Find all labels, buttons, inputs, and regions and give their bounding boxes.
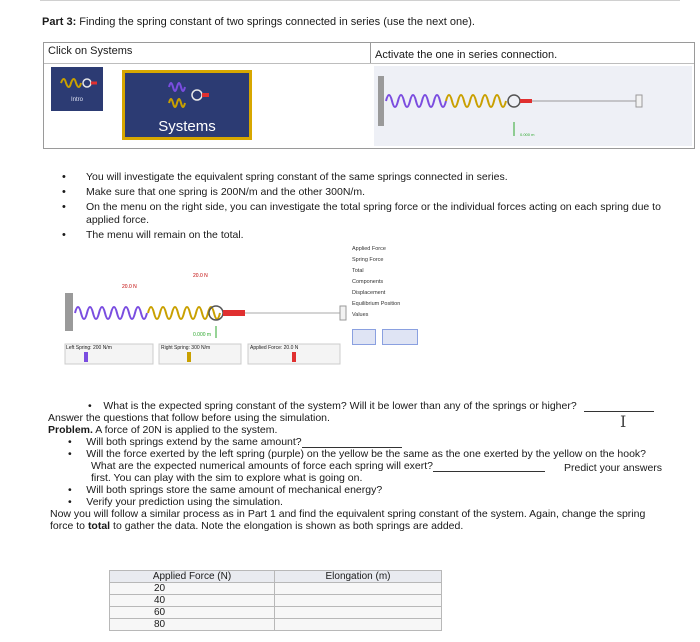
series-sim-preview[interactable]	[374, 66, 692, 146]
series-spring-view-icon[interactable]	[382, 329, 418, 345]
question-5-text: Verify your prediction using the simulation.	[86, 496, 283, 508]
question-3	[68, 448, 646, 460]
panel-divider	[370, 43, 371, 63]
click-on-systems-label: Click on Systems	[48, 45, 133, 57]
right-spring-slider-label[interactable]	[161, 345, 210, 351]
applied-force-slider-label[interactable]	[250, 345, 298, 351]
left-spring-value: 200 N/m	[92, 345, 112, 351]
top-rule	[40, 0, 680, 1]
left-spring-slider-label[interactable]	[66, 345, 112, 351]
bullet-dot: •	[68, 436, 72, 448]
instruction-item: • Make sure that one spring is 200N/m and the other 300N/m.	[62, 186, 687, 199]
intro-screen-button[interactable]	[51, 67, 103, 111]
question-4-text: Will both springs store the same amount of mechanical energy?	[86, 484, 383, 496]
series-spring-diagram	[374, 66, 692, 146]
panel-header	[44, 43, 694, 64]
control-applied-force[interactable]: Applied Force	[352, 246, 386, 252]
elongation-cell[interactable]	[275, 595, 442, 607]
right-spring-value: 300 N/m	[191, 345, 211, 351]
table-header-row	[110, 571, 442, 583]
text-cursor-icon: I	[620, 412, 627, 431]
question-1	[88, 400, 577, 412]
single-spring-view-icon[interactable]	[352, 329, 376, 345]
question-2	[68, 436, 402, 448]
table-row	[110, 595, 442, 607]
questions-section	[48, 400, 688, 560]
follow-up-line-1: Now you will follow a similar process as in Part 1 and find the equivalent spring constant of the system. Again, change the spring	[50, 508, 646, 520]
table-row	[110, 619, 442, 631]
view-toggle-buttons[interactable]	[352, 329, 442, 345]
displacement-readout: 0.000 m	[193, 332, 212, 338]
systems-tile-inner	[125, 73, 249, 137]
problem-label: Problem.	[48, 424, 93, 436]
title-prefix: Part 3:	[42, 16, 77, 28]
predict-answers-note: Predict your answers	[564, 462, 663, 474]
applied-force-value: 20.0 N	[283, 345, 299, 351]
page-title	[42, 16, 475, 28]
applied-force-readout-top: 20.0 N	[193, 273, 208, 279]
control-components[interactable]: Components	[352, 279, 384, 285]
left-spring-label: Left Spring:	[66, 345, 92, 351]
elongation-cell[interactable]	[275, 607, 442, 619]
systems-panel	[43, 42, 695, 149]
sim-control-panel	[352, 244, 442, 350]
data-table	[109, 570, 442, 631]
applied-force-cell: 80	[110, 619, 275, 631]
answer-note: Answer the questions that follow before using the simulation.	[48, 412, 330, 424]
control-spring-force[interactable]: Spring Force	[352, 257, 384, 263]
systems-label: Systems	[158, 118, 216, 135]
bullet-dot: •	[68, 496, 72, 508]
displacement-readout: 0.000 m	[520, 132, 535, 137]
instruction-item: • You will investigate the equivalent spring constant of the same springs connected in series.	[62, 171, 687, 184]
elongation-header: Elongation (m)	[275, 571, 442, 583]
control-values[interactable]: Values	[352, 312, 369, 318]
elongation-cell[interactable]	[275, 619, 442, 631]
applied-force-cell: 20	[110, 583, 275, 595]
question-1-text: What is the expected spring constant of the system? Will it be lower than any of the springs or higher?	[103, 400, 577, 412]
table-row	[110, 607, 442, 619]
problem-text: A force of 20N is applied to the system.	[92, 424, 278, 436]
question-5	[68, 496, 283, 508]
systems-screen-button[interactable]	[122, 70, 252, 140]
systems-spring-icon	[125, 75, 249, 117]
intro-spring-icon	[51, 69, 103, 99]
follow-up-line-2	[50, 520, 463, 532]
question-3-line-2: What are the expected numerical amounts of force each spring will exert?	[91, 460, 434, 472]
activate-series-label: Activate the one in series connection.	[375, 49, 558, 61]
question-3-line-1: Will the force exerted by the left spring (purple) on the yellow be the same as the one exerted by the yellow on the hook?	[86, 448, 647, 460]
problem-statement	[48, 424, 277, 436]
bullet-dot: •	[68, 484, 72, 496]
follow-up-prefix: force to	[50, 520, 88, 532]
applied-force-readout-left: 20.0 N	[122, 284, 137, 290]
bullet-dot: •	[88, 400, 92, 412]
follow-up-suffix: to gather the data. Note the elongation is shown as both springs are added.	[110, 520, 464, 532]
instruction-item: • The menu will remain on the total.	[62, 229, 687, 242]
answer-blank[interactable]	[584, 411, 654, 412]
applied-force-cell: 40	[110, 595, 275, 607]
instructions-list	[62, 171, 687, 244]
instruction-item: • On the menu on the right side, you can investigate the total spring force or the individual forces acting on each spring due to applied force.	[62, 201, 687, 227]
table-row	[110, 583, 442, 595]
control-equilibrium-position[interactable]: Equilibrium Position	[352, 301, 401, 307]
right-spring-label: Right Spring:	[161, 345, 190, 351]
follow-up-bold: total	[87, 520, 111, 532]
applied-force-header: Applied Force (N)	[110, 571, 275, 583]
control-displacement[interactable]: Displacement	[352, 290, 386, 296]
question-3-line-2-row	[91, 460, 545, 472]
applied-force-cell: 60	[110, 607, 275, 619]
question-3-line-3: first. You can play with the sim to explore what is going on.	[91, 472, 363, 484]
applied-force-label: Applied Force:	[250, 345, 283, 351]
question-4	[68, 484, 382, 496]
bullet-dot: •	[68, 448, 72, 460]
question-2-text: Will both springs extend by the same amount?	[86, 436, 302, 448]
control-total[interactable]: Total	[352, 268, 364, 274]
intro-label: Intro	[70, 97, 83, 103]
elongation-cell[interactable]	[275, 583, 442, 595]
answer-blank[interactable]	[433, 471, 545, 472]
title-text: Finding the spring constant of two springs connected in series (use the next one).	[76, 16, 475, 28]
